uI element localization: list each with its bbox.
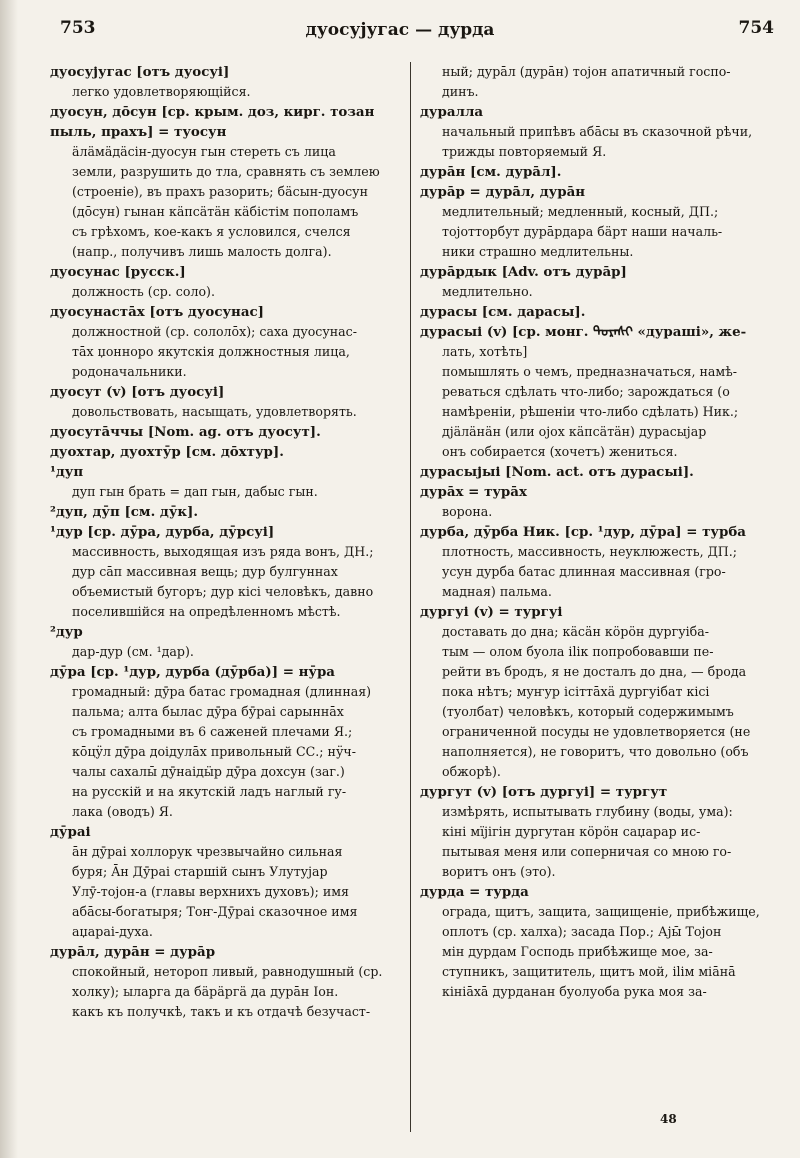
entry-definition: ворона. <box>442 504 493 519</box>
entry-definition: ограниченной посуды не удовлетворяется (не <box>442 724 751 739</box>
entry-definition: (дōсун) гынан кӓпсӓтӓн кӓбістім пополамъ <box>72 204 359 219</box>
right-column <box>420 62 770 1002</box>
entry-headword: дуохтар, дуохтӯр [см. дōхтур]. <box>50 444 284 460</box>
entry-headword: дурāн [см. дурāл]. <box>420 164 562 180</box>
entry-definition: рейти въ бродъ, я не досталъ до дна, — брода <box>442 664 747 679</box>
entry-definition: измѣрять, испытывать глубину (воды, ума): <box>442 804 733 819</box>
entry-definition: воритъ онъ (это). <box>442 864 556 879</box>
entry-definition: мадная) пальма. <box>442 584 552 599</box>
entry-headword: дӯраі <box>50 824 91 840</box>
entry-headword: дуосутāччы [Nom. ag. отъ дуосут]. <box>50 424 321 440</box>
left-column <box>50 62 402 1022</box>
page-edge-shadow <box>0 0 18 1158</box>
entry-definition: плотность, массивность, неуклюжесть, ДП.; <box>442 544 738 559</box>
entry-headword: дуосујугас [отъ дуосуі] <box>50 64 230 80</box>
entry-definition: съ громадными въ 6 саженей плечами Я.; <box>72 724 353 739</box>
running-header: дуосујугас — дурда <box>305 20 495 40</box>
entry-definition: пока нѣтъ; муҥур ісіттāхӓ дургуібат кісі <box>442 684 710 699</box>
entry-definition: на русскій и на якутскій ладъ наглый гу- <box>72 784 347 799</box>
entry-headword: дуосун, дōсун [ср. крым. доз, кирг. тозан <box>50 104 375 120</box>
entry-definition: помышлять о чемъ, предназначаться, намѣ- <box>442 364 737 379</box>
entry-definition: поселившійся на опредѣленномъ мѣстѣ. <box>72 604 341 619</box>
entry-definition: съ грѣхомъ, кое-какъ я условился, счелся <box>72 224 351 239</box>
entry-definition: холку); ыларга да бӓрӓргӓ да дурāн Іон. <box>72 984 339 999</box>
entry-headword: ¹дуп <box>50 464 84 480</box>
entry-definition: усун дурба батас длинная массивная (гро- <box>442 564 726 579</box>
entry-headword: дӯра [ср. ¹дур, дурба (дӯрба)] = нӯра <box>50 664 335 680</box>
entry-definition: тојотторбут дурāрдара бӓрт наши началь- <box>442 224 723 239</box>
signature-mark: 48 <box>660 1112 677 1126</box>
entry-definition: (строеніе), въ прахъ разорить; бӓсын-дуосун <box>72 184 368 199</box>
entry-definition: наполняется), не говоритъ, что довольно (объ <box>442 744 749 759</box>
entry-headword: пыль, прахъ] = туосун <box>50 124 227 140</box>
entry-headword: дургут (v) [отъ дургуі] = тургут <box>420 784 668 800</box>
right-page-number: 754 <box>738 18 774 38</box>
entry-definition: (туолбат) человѣкъ, который содержимымъ <box>442 704 734 719</box>
entry-definition: чалы сахалы̄ дӯнаідӹр дӯра дохсун (заг.) <box>72 764 345 779</box>
column-divider <box>410 62 411 1132</box>
entry-definition: ный; дурāл (дурāн) тојон апатичный госпо- <box>442 64 731 79</box>
entry-headword: дуосунастāх [отъ дуосунас] <box>50 304 265 320</box>
entry-definition: динъ. <box>442 84 479 99</box>
left-page-number: 753 <box>60 18 96 38</box>
entry-definition: Улӯ-тојон-а (главы верхнихъ духовъ); имя <box>72 884 349 899</box>
entry-definition: должностной (ср. сололōх); саха дуосунас- <box>72 324 357 339</box>
entry-definition: тым — олом буола іlік попробовавши пе- <box>442 644 714 659</box>
entry-definition: аџараі-духа. <box>72 924 153 939</box>
entry-headword: ²дур <box>50 624 83 640</box>
entry-definition: тāх џонноро якутскія должностныя лица, <box>72 344 350 359</box>
entry-definition: ӓлӓмӓдӓсін-дуосун гын стереть съ лица <box>72 144 336 159</box>
entry-headword: дуосут (v) [отъ дуосуі] <box>50 384 225 400</box>
entry-definition: доставать до дна; кӓсӓн кӧрӧн дургуіба- <box>442 624 709 639</box>
entry-definition: пальма; алта былас дӯра бӯраі сарыннāх <box>72 704 344 719</box>
entry-headword: дурасы [см. дарасы]. <box>420 304 586 320</box>
entry-definition: начальный припѣвъ абāсы въ сказочной рѣчи, <box>442 124 753 139</box>
entry-definition: оплотъ (ср. халха); засада Пор.; Ајы̄ Тојон <box>442 924 722 939</box>
entry-definition: дјӓлӓнӓн (или ојох кӓпсӓтӓн) дурасыјар <box>442 424 707 439</box>
entry-headword: дуралла <box>420 104 484 120</box>
entry-definition: дуп гын брать = дап гын, дабыс гын. <box>72 484 318 499</box>
entry-headword: дурāл, дурāн = дурāр <box>50 944 216 960</box>
entry-definition: трижды повторяемый Я. <box>442 144 607 159</box>
entry-definition: спокойный, нетороп ливый, равнодушный (ср. <box>72 964 383 979</box>
entry-headword: ²дуп, дӯп [см. дӯк]. <box>50 504 199 520</box>
entry-definition: кōцӱл дӯра доідулāх привольный СС.; нӱч- <box>72 744 356 759</box>
entry-definition: онъ собирается (хочетъ) жениться. <box>442 444 678 459</box>
entry-definition: реваться сдѣлать что-либо; зарождаться (о <box>442 384 730 399</box>
entry-definition: ступникъ, защититель, щитъ мой, іlім міāнā <box>442 964 736 979</box>
entry-headword: дурāрдык [Adv. отъ дурāр] <box>420 264 627 280</box>
entry-definition: лака (оводъ) Я. <box>72 804 173 819</box>
entry-headword: дуосунас [русск.] <box>50 264 186 280</box>
entry-definition: (напр., получивъ лишь малость долга). <box>72 244 332 259</box>
entry-definition: медлительно. <box>442 284 533 299</box>
entry-definition: āн дӯраі холлорук чрезвычайно сильная <box>72 844 343 859</box>
entry-definition: мін дурдам Господь прибѣжище мое, за- <box>442 944 713 959</box>
entry-definition: дар-дур (см. ¹дар). <box>72 644 194 659</box>
entry-definition: абāсы-богатыря; Тоҥ-Дӯраі сказочное имя <box>72 904 358 919</box>
entry-definition: дур сāп массивная вещь; дур булгуннах <box>72 564 338 579</box>
entry-definition: объемистый бугоръ; дур кісі человѣкъ, давно <box>72 584 374 599</box>
entry-definition: родоначальники. <box>72 364 187 379</box>
entry-definition: ники страшно медлительны. <box>442 244 634 259</box>
entry-definition: лать, хотѣть] <box>442 344 528 359</box>
entry-headword: дурасыі (v) [ср. монг. ᠳᠤᠷᠠᠰᠢ «дурашi», же- <box>420 324 747 340</box>
entry-headword: дургуі (v) = тургуі <box>420 604 563 620</box>
entry-headword: дурда = турда <box>420 884 529 900</box>
entry-definition: громадный: дӯра батас громадная (длинная) <box>72 684 372 699</box>
entry-headword: дурāр = дурāл, дурāн <box>420 184 586 200</box>
entry-headword: дурāх = турāх <box>420 484 527 500</box>
entry-definition: обжорѣ). <box>442 764 501 779</box>
entry-definition: какъ къ получкѣ, такъ и къ отдачѣ безучаст- <box>72 1004 371 1019</box>
entry-definition: должность (ср. соло). <box>72 284 215 299</box>
entry-definition: кініāхā дурданан буолуоба рука моя за- <box>442 984 707 999</box>
entry-headword: дурасыјыі [Nom. act. отъ дурасыі]. <box>420 464 694 480</box>
entry-definition: пытывая меня или соперничая со мною го- <box>442 844 732 859</box>
entry-definition: кіні мїјігін дургутан кӧрӧн саџарар ис- <box>442 824 701 839</box>
entry-definition: медлительный; медленный, косный, ДП.; <box>442 204 719 219</box>
entry-definition: массивность, выходящая изъ ряда вонъ, ДН.; <box>72 544 374 559</box>
entry-headword: ¹дур [ср. дӯра, дурба, дӯрсуі] <box>50 524 275 540</box>
entry-definition: намѣреніи, рѣшеніи что-либо сдѣлать) Ник.; <box>442 404 739 419</box>
entry-definition: земли, разрушить до тла, сравнять съ землею <box>72 164 380 179</box>
entry-definition: довольствовать, насыщать, удовлетворять. <box>72 404 357 419</box>
entry-definition: легко удовлетворяющійся. <box>72 84 251 99</box>
entry-definition: буря; Āн Дӯраі старшій сынъ Улутујар <box>72 864 328 879</box>
entry-headword: дурба, дӯрба Ник. [ср. ¹дур, дӯра] = турба <box>420 524 746 540</box>
entry-definition: ограда, щитъ, защита, защищеніе, прибѣжище, <box>442 904 760 919</box>
